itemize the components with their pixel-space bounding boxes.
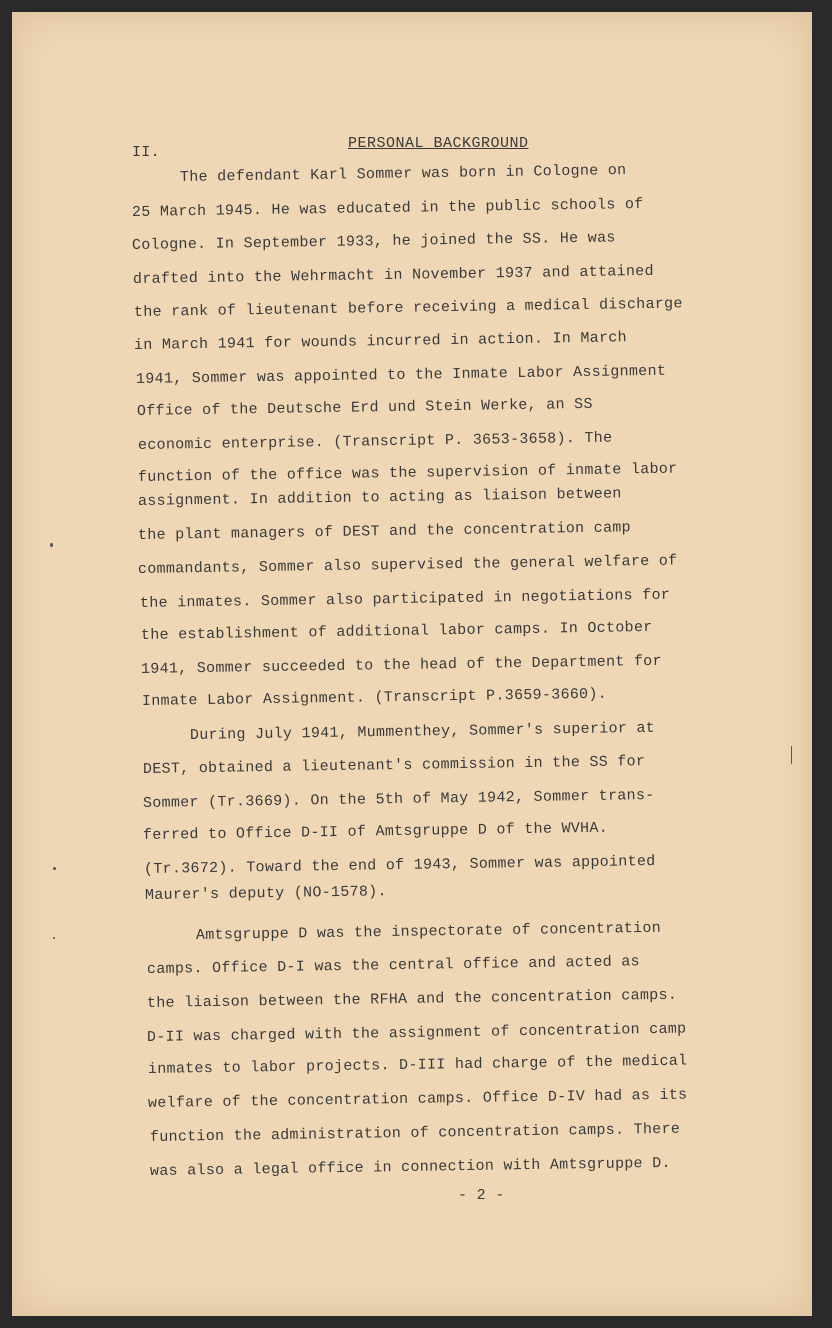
paper-speck: [53, 937, 55, 939]
body-line: function the administration of concentration camps. There: [149, 1120, 681, 1146]
body-line: economic enterprise. (Transcript P. 3653-3658). The: [137, 429, 613, 454]
body-line: commandants, Sommer also supervised the general welfare of: [137, 552, 678, 578]
body-line: The defendant Karl Sommer was born in Cologne on: [179, 161, 627, 186]
body-line: the rank of lieutenant before receiving a medical discharge: [133, 295, 683, 321]
paper-scratch: [791, 746, 792, 764]
body-line: inmates to labor projects. D-III had charge of the medical: [147, 1052, 688, 1078]
body-line: Cologne. In September 1933, he joined the SS. He was: [131, 229, 616, 254]
section-number: II.: [132, 144, 160, 161]
body-line: (Tr.3672). Toward the end of 1943, Sommer was appointed: [143, 852, 656, 878]
body-line: Maurer's deputy (NO-1578).: [144, 883, 387, 904]
body-line: the plant managers of DEST and the concentration camp: [137, 519, 632, 544]
section-title: PERSONAL BACKGROUND: [348, 135, 529, 152]
body-line: assignment. In addition to acting as liaison between: [137, 485, 622, 510]
body-line: During July 1941, Mummenthey, Sommer's superior at: [189, 719, 656, 744]
body-line: Sommer (Tr.3669). On the 5th of May 1942, Sommer trans-: [142, 786, 655, 812]
body-line: Office of the Deutsche Erd und Stein Werke, an SS: [136, 395, 593, 420]
body-line: D-II was charged with the assignment of concentration camp: [146, 1020, 687, 1046]
body-line: 1941, Sommer was appointed to the Inmate Labor Assignment: [135, 362, 667, 388]
body-line: the inmates. Sommer also participated in negotiations for: [139, 586, 671, 612]
body-line: ferred to Office D-II of Amtsgruppe D of the WVHA.: [142, 819, 609, 844]
body-line: the establishment of additional labor camps. In October: [140, 618, 653, 644]
page-number: - 2 -: [458, 1187, 505, 1204]
paper-speck: [53, 867, 56, 870]
body-line: 1941, Sommer succeeded to the head of the Department for: [140, 652, 662, 678]
body-line: drafted into the Wehrmacht in November 1937 and attained: [132, 262, 654, 288]
body-line: was also a legal office in connection with Amtsgruppe D.: [149, 1154, 671, 1180]
body-line: function of the office was the supervision of inmate labor: [137, 460, 678, 486]
body-line: the liaison between the RFHA and the concentration camps.: [146, 986, 678, 1012]
body-line: camps. Office D-I was the central office and acted as: [146, 953, 641, 978]
body-line: welfare of the concentration camps. Office D-IV had as its: [147, 1086, 688, 1112]
body-line: Amtsgruppe D was the inspectorate of concentration: [195, 919, 662, 944]
body-line: 25 March 1945. He was educated in the public schools of: [131, 195, 644, 221]
body-line: DEST, obtained a lieutenant's commission in the SS for: [142, 753, 646, 778]
body-line: in March 1941 for wounds incurred in action. In March: [133, 329, 628, 354]
paper-speck: [50, 543, 53, 547]
body-line: Inmate Labor Assignment. (Transcript P.3659-3660).: [141, 685, 608, 710]
